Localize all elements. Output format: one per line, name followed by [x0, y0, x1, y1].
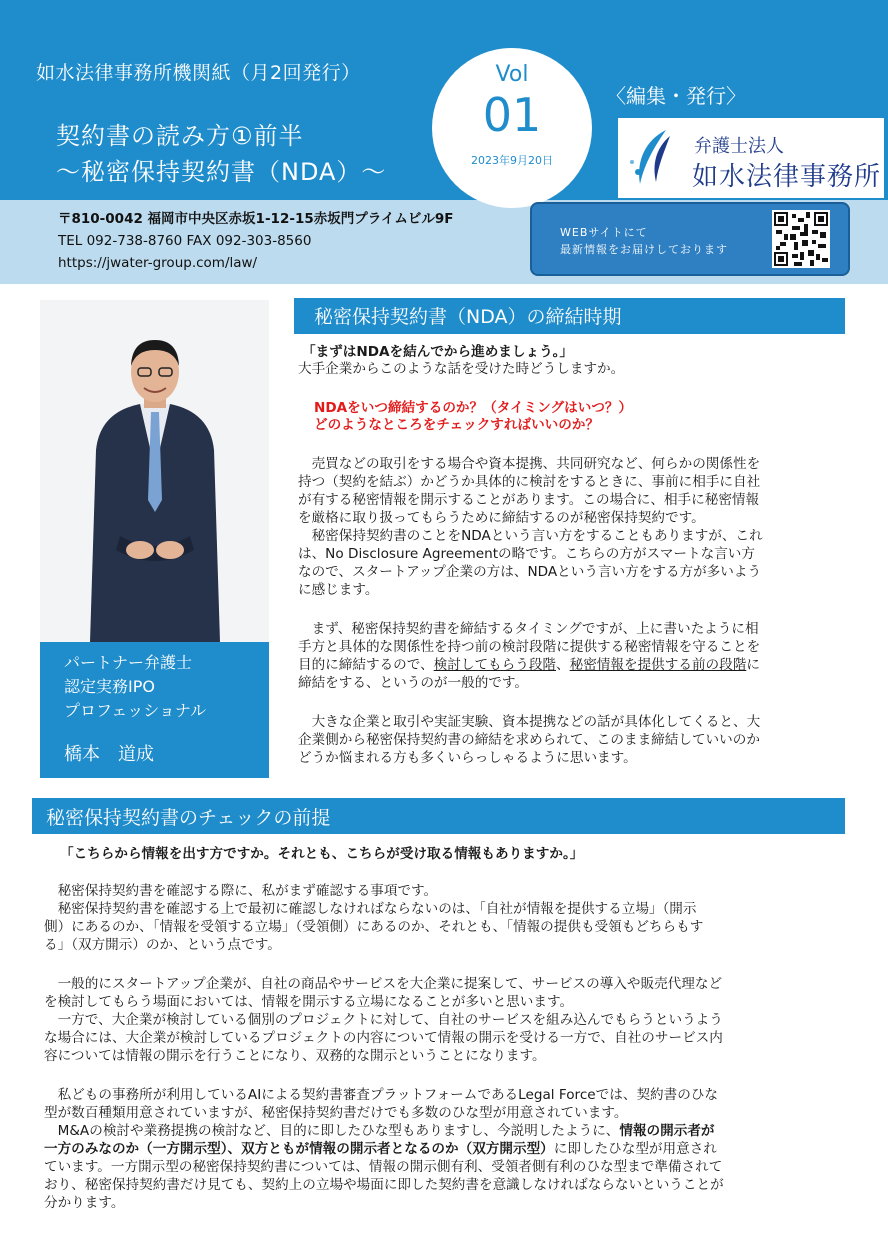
author-photo — [40, 300, 269, 642]
text-run: に — [746, 657, 760, 673]
paragraph-line: おり、秘密保持契約書だけ見ても、契約上の立場や場面に即した契約書を意識しなければならないということが — [44, 1177, 724, 1193]
section2-quote: 「こちらから情報を出す方ですか。それとも、こちらが受け取る情報もありますか。」 — [60, 846, 584, 862]
author-role2: 認定実務IPO — [64, 677, 155, 696]
question-2: どのようなところをチェックすればいいのか？ — [314, 417, 600, 433]
paragraph-line: 側）にあるのか、「情報を受領する立場」（受領側）にあるのか、それとも、「情報の提供も受領もどちらもす — [44, 919, 704, 935]
paragraph-line-bold — [44, 1141, 717, 1159]
text-run: 、 — [556, 657, 570, 673]
web-line2: 最新情報をお届けしております — [560, 243, 728, 256]
vol-label: Vol — [495, 62, 529, 87]
publisher-label: 〈編集・発行〉 — [606, 84, 746, 108]
paragraph-line: 私どもの事務所が利用しているAIによる契約書審査プラットフォームであるLegal Forceでは、契約書のひな — [44, 1087, 719, 1103]
paragraph-line: 容については情報の開示を行うことになり、双務的な開示ということになります。 — [44, 1048, 546, 1064]
bold-phrase: 情報の開示者が — [619, 1123, 715, 1139]
paragraph-line: は、No Disclosure Agreementの略です。こちらの方がスマートな言い方 — [298, 546, 755, 562]
author-role3: プロフェッショナル — [64, 701, 207, 720]
paragraph-line: まず、秘密保持契約書を締結するタイミングですが、上に書いたように相 — [298, 621, 759, 637]
paragraph-line: 締結をする、というのが一般的です。 — [298, 675, 529, 691]
paragraph-line: ています。一方開示型の秘密保持契約書については、情報の開示側有利、受領者側有利のひな型まで準備されて — [44, 1159, 723, 1175]
issue-date: 2023年9月20日 — [471, 154, 553, 167]
paragraph-line: 秘密保持契約書を確認する際に、私がまず確認する事項です。 — [44, 883, 438, 899]
paragraph-line: 一般的にスタートアップ企業が、自社の商品やサービスを大企業に提案して、サービスの導入や販売代理など — [44, 976, 723, 992]
firm-logo[interactable] — [618, 118, 884, 198]
text-run: M&Aの検討や業務提携の検討など、目的に即したひな型もありますし、今説明したように、 — [44, 1123, 620, 1139]
firm-logo-mark — [626, 126, 686, 188]
author-caption — [40, 642, 269, 778]
section2-heading — [32, 798, 845, 834]
paragraph-line: 大きな企業と取引や実証実験、資本提携などの話が具体化してくると、大 — [298, 714, 761, 730]
author-role1: パートナー弁護士 — [64, 653, 193, 672]
website-promo-text — [560, 224, 728, 258]
underlined-phrase: 検討してもらう段階 — [433, 657, 557, 673]
paragraph-line: なので、スタートアップ企業の方は、NDAという言い方をする方が多いよう — [298, 564, 762, 580]
newsletter-name: 如水法律事務所機関紙（月2回発行） — [36, 62, 361, 84]
section1-heading-text: 秘密保持契約書（NDA）の締結時期 — [314, 306, 622, 328]
question-1: NDAをいつ締結するのか？（タイミングはいつ？） — [314, 400, 633, 416]
qr-code-icon[interactable] — [772, 210, 830, 268]
paragraph-line: 一方で、大企業が検討している個別のプロジェクトに対して、自社のサービスを組み込んでもらうというよう — [44, 1012, 723, 1028]
paragraph-line: を検討してもらう場面においては、情報を開示する立場になることが多いと思います。 — [44, 994, 574, 1010]
logo-line2: 如水法律事務所 — [692, 162, 882, 192]
paragraph-line: る」（双方開示）のか、という点です。 — [44, 937, 281, 953]
section2-heading-text: 秘密保持契約書のチェックの前提 — [46, 807, 331, 829]
vol-number: 01 — [482, 88, 542, 142]
paragraph-line: 型が数百種類用意されていますが、秘密保持契約書だけでも多数のひな型が用意されています。 — [44, 1105, 628, 1121]
address: 〒810-0042 福岡市中央区赤坂1-12-15赤坂門プライムビル9F — [58, 211, 454, 227]
underlined-phrase: 秘密情報を提供する前の段階 — [569, 657, 747, 673]
text-run: に即したひな型が用意され — [553, 1141, 717, 1157]
website-url[interactable]: https://jwater-group.com/law/ — [58, 255, 258, 271]
paragraph-line: 売買などの取引をする場合や資本提携、共同研究など、何らかの関係性を — [298, 456, 761, 472]
paragraph-line-underlined — [298, 657, 760, 675]
paragraph-line: が有する秘密情報を開示することがあります。この場合に、相手に秘密情報 — [298, 492, 760, 508]
website-promo[interactable] — [530, 202, 850, 276]
section1-line: 大手企業からこのような話を受けた時どうしますか。 — [298, 361, 625, 377]
portrait-illustration — [40, 300, 269, 642]
paragraph-line-bold — [44, 1123, 715, 1141]
author-name: 橋本 道成 — [64, 744, 154, 765]
paragraph-line: に感じます。 — [298, 582, 379, 598]
paragraph-line: どうか悩まれる方も多くいらっしゃるように思います。 — [298, 750, 637, 766]
issue-title-line1: 契約書の読み方①前半 — [56, 122, 304, 150]
bold-phrase: 一方のみなのか（一方開示型）、双方ともが情報の開示者となるのか（双方開示型） — [44, 1141, 554, 1157]
paragraph-line: 秘密保持契約書のことをNDAという言い方をすることもありますが、これ — [298, 528, 763, 544]
volume-badge — [432, 48, 592, 208]
text-run: 目的に締結するので、 — [298, 657, 434, 673]
issue-title — [56, 118, 386, 190]
web-line1: WEBサイトにて — [560, 226, 648, 239]
paragraph-line: 手方と具体的な関係性を持つ前の検討段階に提供する秘密情報を守ることを — [298, 639, 761, 655]
paragraph-line: 分かります。 — [44, 1195, 125, 1211]
section1-quote: 「まずはNDAを結んでから進めましょう。」 — [302, 344, 574, 360]
contact-block — [58, 208, 453, 274]
logo-line1: 弁護士法人 — [694, 136, 784, 157]
paragraph-line: を厳格に取り扱ってもらうために締結するのが秘密保持契約です。 — [298, 510, 705, 526]
section1-heading — [294, 298, 845, 334]
paragraph-line: 持つ（契約を結ぶ）かどうか具体的に検討をするときに、事前に相手に自社 — [298, 474, 761, 490]
paragraph-line: 秘密保持契約書を確認する上で最初に確認しなければならないのは、「自社が情報を提供する立場」（開示 — [44, 901, 697, 917]
paragraph-line: 企業側から秘密保持契約書の締結を求められて、このまま締結していいのか — [298, 732, 760, 748]
issue-title-line2: ～秘密保持契約書（NDA）～ — [56, 158, 387, 186]
paragraph-line: な場合には、大企業が検討しているプロジェクトの内容について情報の開示を受ける一方で、自社のサービス内 — [44, 1030, 723, 1046]
phone-fax: TEL 092-738-8760 FAX 092-303-8560 — [58, 233, 312, 249]
